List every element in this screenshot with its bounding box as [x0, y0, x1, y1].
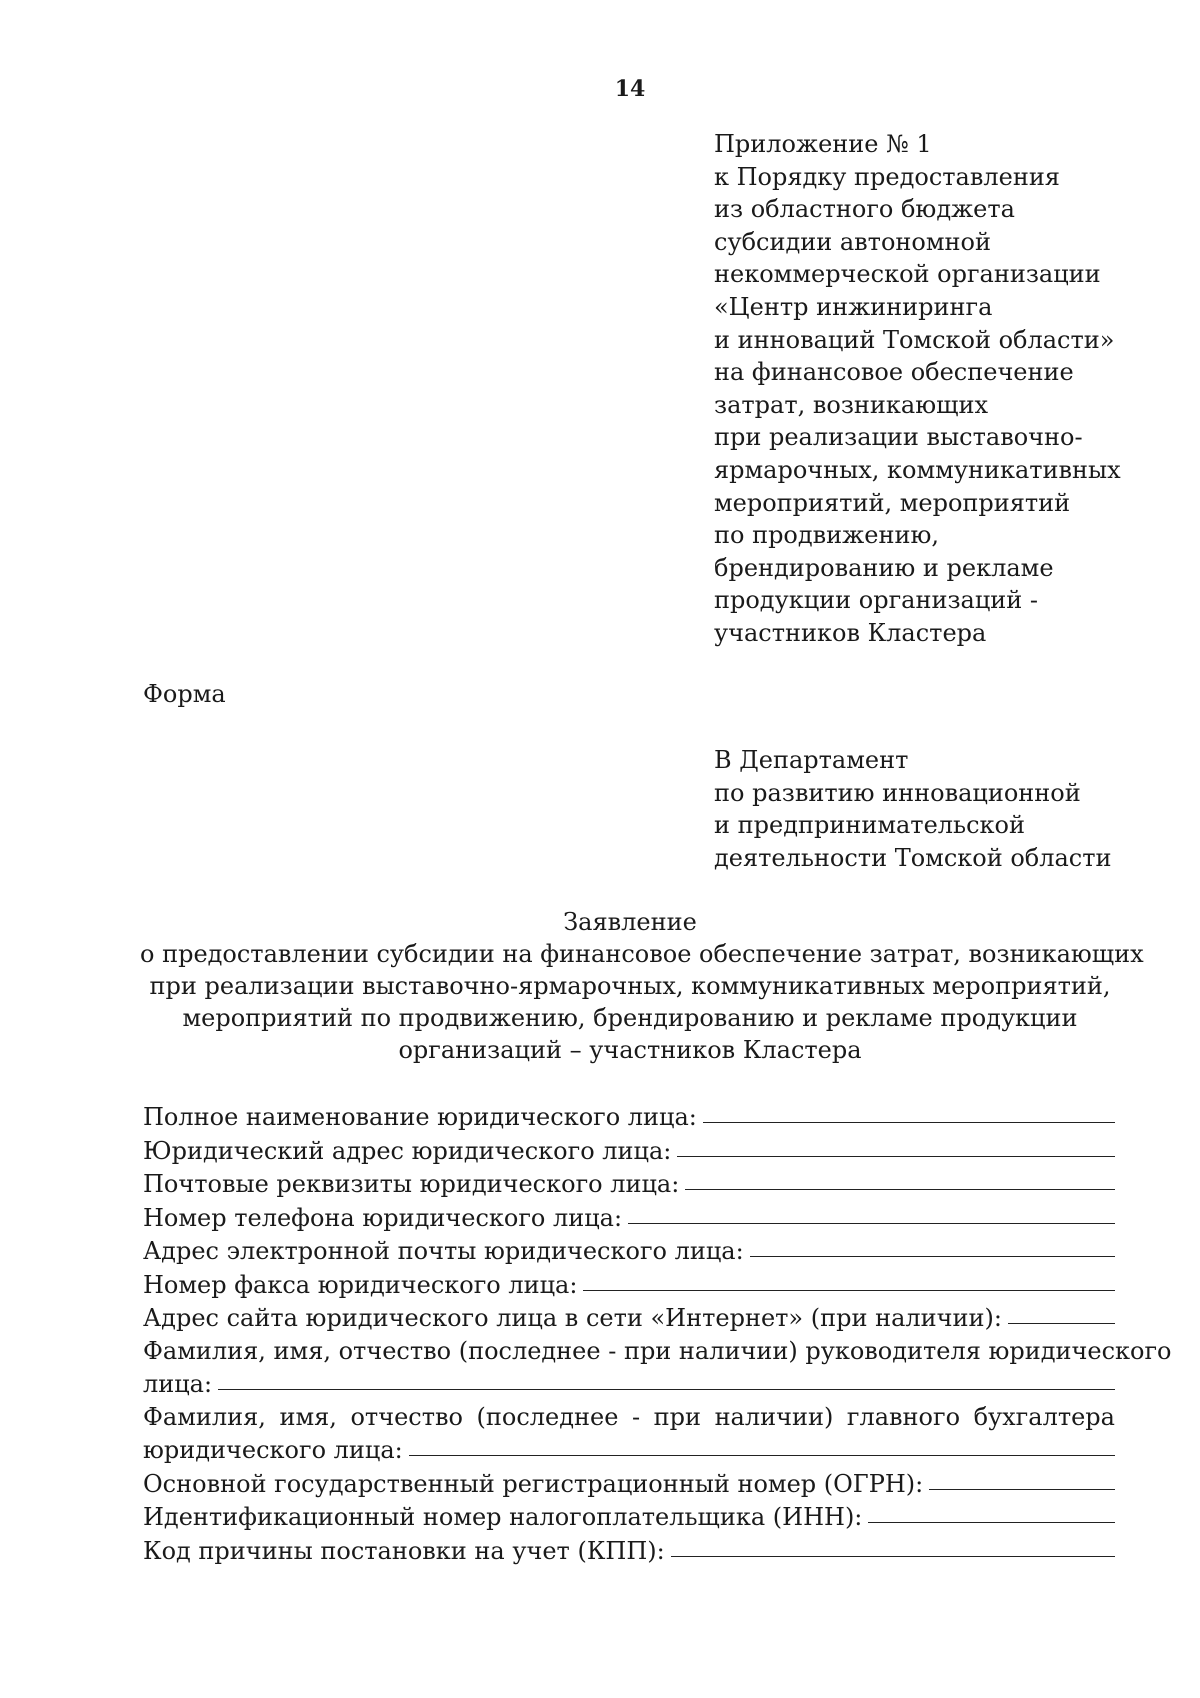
form-label: Форма [143, 680, 226, 708]
kpp-blank[interactable] [671, 1532, 1115, 1557]
field-label: юридического лица: [143, 1436, 403, 1464]
appendix-line: и инноваций Томской области» [714, 325, 1115, 354]
field-label-word: главного [846, 1402, 961, 1431]
field-legal-address [143, 1134, 1115, 1168]
inn-blank[interactable] [868, 1498, 1115, 1523]
field-email [143, 1234, 1115, 1268]
email-blank[interactable] [750, 1232, 1115, 1257]
appendix-line: «Центр инжиниринга [714, 292, 993, 321]
field-ogrn [143, 1467, 1115, 1501]
statement-heading [140, 906, 1144, 1066]
field-director-line2 [143, 1367, 1115, 1401]
field-label: лица: [143, 1370, 213, 1398]
field-accountant-line1 [143, 1401, 1115, 1434]
field-inn [143, 1500, 1115, 1534]
field-label: Код причины постановки на учет (КПП): [143, 1536, 665, 1565]
applicant-fields [143, 1100, 1172, 1567]
field-label: Почтовые реквизиты юридического лица: [143, 1170, 680, 1198]
appendix-line: к Порядку предоставления [714, 162, 1060, 191]
field-label-word: наличии) [714, 1402, 834, 1431]
appendix-line: на финансовое обеспечение [714, 358, 1074, 387]
appendix-line: при реализации выставочно- [714, 423, 1083, 452]
director-blank[interactable] [218, 1365, 1115, 1390]
appendix-line: продукции организаций - [714, 586, 1039, 615]
field-website [143, 1301, 1115, 1335]
statement-subtitle-line: о предоставлении субсидии на финансовое обеспечение затрат, возникающих [140, 940, 1144, 968]
page-number: 14 [614, 76, 646, 102]
field-label-word: (последнее [476, 1402, 619, 1431]
statement-subtitle-line: при реализации выставочно-ярмарочных, коммуникативных мероприятий, [149, 972, 1111, 1000]
ogrn-blank[interactable] [929, 1465, 1115, 1490]
field-label-word: имя, [279, 1402, 337, 1431]
field-label-word: - [631, 1402, 641, 1431]
field-label: Номер телефона юридического лица: [143, 1203, 623, 1232]
field-label: Адрес электронной почты юридического лица: [143, 1237, 744, 1265]
field-postal-details [143, 1167, 1115, 1201]
field-kpp [143, 1534, 1115, 1568]
addressee-block [714, 744, 1184, 874]
website-blank[interactable] [1008, 1299, 1115, 1324]
postal-details-blank[interactable] [685, 1165, 1115, 1190]
field-label: Адрес сайта юридического лица в сети «Интернет» (при наличии): [143, 1304, 1002, 1332]
field-label-word: бухгалтера [973, 1402, 1115, 1431]
field-label: Полное наименование юридического лица: [143, 1103, 697, 1131]
appendix-line: по продвижению, [714, 521, 939, 550]
field-director-line1 [143, 1335, 1172, 1368]
field-label: Основной государственный регистрационный номер (ОГРН): [143, 1469, 924, 1498]
field-label-word: Фамилия, [143, 1402, 266, 1431]
appendix-line: мероприятий, мероприятий [714, 488, 1071, 517]
field-label: Идентификационный номер налогоплательщика (ИНН): [143, 1503, 863, 1531]
appendix-line: некоммерческой организации [714, 260, 1101, 289]
phone-blank[interactable] [628, 1199, 1115, 1224]
addressee-line: и предпринимательской [714, 811, 1025, 840]
addressee-line: по развитию инновационной [714, 778, 1081, 807]
statement-subtitle-line: мероприятий по продвижению, брендированию и рекламе продукции [182, 1004, 1078, 1032]
appendix-line: брендированию и рекламе [714, 553, 1054, 582]
appendix-line: из областного бюджета [714, 195, 1015, 224]
appendix-line: субсидии автономной [714, 227, 991, 256]
statement-subtitle-line: организаций – участников Кластера [398, 1036, 862, 1064]
appendix-line: Приложение № 1 [714, 130, 932, 158]
field-label: Фамилия, имя, отчество (последнее - при наличии) руководителя юридического [143, 1336, 1172, 1365]
appendix-line: участников Кластера [714, 618, 987, 647]
field-full-name [143, 1100, 1115, 1134]
addressee-line: В Департамент [714, 746, 909, 774]
field-accountant-line2 [143, 1433, 1115, 1467]
field-fax [143, 1268, 1115, 1302]
field-label: Номер факса юридического лица: [143, 1270, 578, 1299]
legal-address-blank[interactable] [677, 1132, 1115, 1157]
statement-title: Заявление [563, 908, 697, 936]
field-label-word: при [653, 1402, 701, 1431]
field-phone [143, 1201, 1115, 1235]
field-label: Юридический адрес юридического лица: [143, 1136, 672, 1165]
appendix-line: ярмарочных, коммуникативных [714, 455, 1121, 484]
addressee-line: деятельности Томской области [714, 843, 1112, 872]
accountant-blank[interactable] [409, 1431, 1115, 1456]
full-name-blank[interactable] [703, 1098, 1115, 1123]
appendix-header [714, 128, 1184, 650]
fax-blank[interactable] [583, 1266, 1115, 1291]
field-label-word: отчество [350, 1402, 463, 1431]
appendix-line: затрат, возникающих [714, 390, 988, 419]
